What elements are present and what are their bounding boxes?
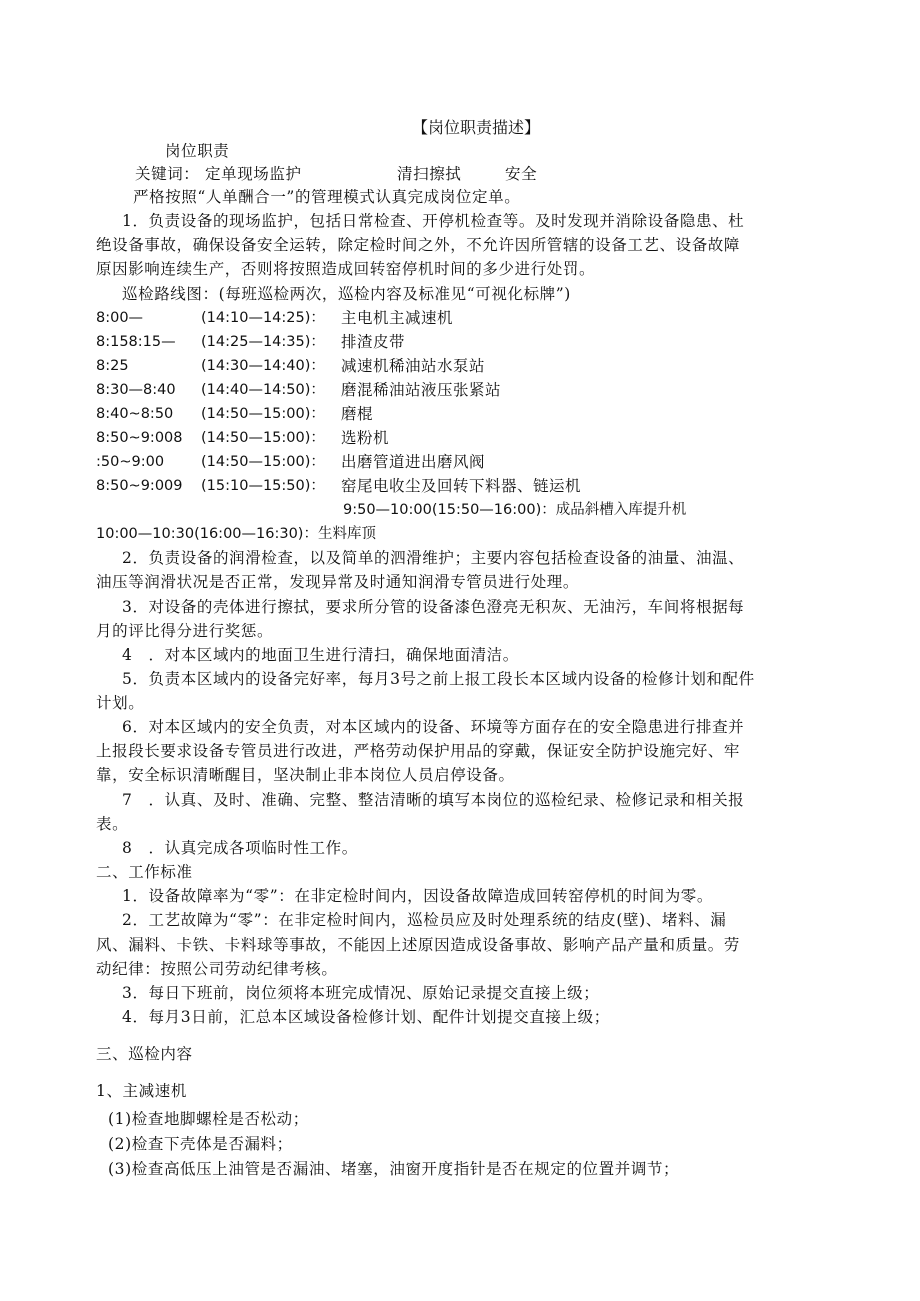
route-time-1: :50~9:00: [96, 454, 165, 470]
item-1-line-3: 原因影响连续生产，否则将按照造成回转窑停机时间的多少进行处罚。: [96, 260, 596, 278]
item-5-line-2: 计划。: [96, 694, 145, 712]
intro-paragraph: 严格按照“人单酬合一”的管理模式认真完成岗位定单。: [133, 188, 521, 206]
route-time-2: (14:50—15:00)：: [201, 430, 325, 446]
section-subtitle: 岗位职责: [165, 142, 230, 160]
route-time-1: 8:158:15—: [96, 334, 176, 350]
keyword-3: 安全: [505, 165, 538, 183]
route-place: 磨混稀油站液压张紧站: [341, 381, 502, 399]
subsection-main-reducer: 1、主减速机: [96, 1082, 187, 1100]
check-item-1: (1)检查地脚螺栓是否松动；: [108, 1110, 309, 1128]
route-place: 磨棍: [341, 405, 374, 423]
standard-3: 3．每日下班前，岗位须将本班完成情况、原始记录提交直接上级；: [122, 984, 600, 1002]
item-3-line-1: 3．对设备的壳体进行擦拭，要求所分管的设备漆色澄亮无积灰、无油污，车间将根据每: [122, 598, 745, 616]
route-extra-1: 9:50—10:00(15:50—16:00)：成品斜槽入库提升机: [343, 502, 687, 518]
standard-4: 4．每月3日前，汇总本区域设备检修计划、配件计划提交直接上级；: [122, 1008, 610, 1026]
route-header: 巡检路线图：(每班巡检两次，巡检内容及标准见“可视化标牌”): [122, 285, 571, 303]
route-place: 窑尾电收尘及回转下料器、链运机: [341, 477, 582, 495]
route-time-1: 8:30—8:40: [96, 382, 176, 398]
keyword-1: 定单现场监护: [205, 165, 302, 183]
keywords-label: 关键词：: [135, 165, 200, 183]
route-time-1: 8:40~8:50: [96, 406, 174, 422]
document-title: 【岗位职责描述】: [411, 118, 540, 137]
route-time-1: 8:50~9:008: [96, 430, 183, 446]
standard-2-line-3: 动纪律：按照公司劳动纪律考核。: [96, 960, 338, 978]
route-place: 选粉机: [341, 429, 390, 447]
route-place: 主电机主减速机: [341, 309, 454, 327]
route-row: [96, 355, 796, 377]
route-time-2: (15:10—15:50)：: [201, 478, 325, 494]
item-7-line-2: 表。: [96, 815, 129, 833]
item-6-line-2: 上报段长要求设备专管员进行改进，严格劳动保护用品的穿戴，保证安全防护设施完好、牢: [96, 742, 741, 760]
item-2-line-2: 油压等润滑状况是否正常，发现异常及时通知润滑专管员进行处理。: [96, 573, 580, 591]
route-place: 减速机稀油站水泵站: [341, 357, 486, 375]
check-item-3: (3)检查高低压上油管是否漏油、堵塞，油窗开度指针是否在规定的位置并调节；: [108, 1160, 680, 1178]
item-3-line-2: 月的评比得分进行奖惩。: [96, 622, 274, 640]
item-6-line-3: 靠，安全标识清晰醒目，坚决制止非本岗位人员启停设备。: [96, 766, 515, 784]
route-place: 出磨管道进出磨风阀: [341, 453, 486, 471]
route-time-2: (14:50—15:00)：: [201, 406, 325, 422]
route-row: [96, 427, 796, 449]
route-time-2: (14:30—14:40)：: [201, 358, 325, 374]
section-3-title: 三、巡检内容: [96, 1045, 193, 1063]
route-row: [96, 403, 796, 425]
item-1-line-2: 绝设备事故，确保设备安全运转，除定检时间之外，不允许因所管辖的设备工艺、设备故障: [96, 236, 741, 254]
item-1-line-1: 1．负责设备的现场监护，包括日常检查、开停机检查等。及时发现并消除设备隐患、杜: [122, 212, 745, 230]
route-extra-2: 10:00—10:30(16:00—16:30)：生料库顶: [96, 526, 376, 542]
route-row: [96, 331, 796, 353]
check-item-2: (2)检查下壳体是否漏料；: [108, 1135, 293, 1153]
route-row: [96, 307, 796, 329]
route-row: [96, 475, 796, 497]
route-time-2: (14:10—14:25)：: [201, 310, 325, 326]
route-time-1: 8:50~9:009: [96, 478, 183, 494]
route-row: [96, 379, 796, 401]
keyword-2: 清扫擦拭: [397, 165, 462, 183]
item-7-line-1: 7 ．认真、及时、准确、完整、整洁清晰的填写本岗位的巡检纪录、检修记录和相关报: [122, 791, 745, 809]
item-2-line-1: 2．负责设备的润滑检查，以及简单的泗滑维护；主要内容包括检查设备的油量、油温、: [122, 549, 745, 567]
standard-1: 1．设备故障率为“零”：在非定检时间内，因设备故障造成回转窑停机的时间为零。: [122, 887, 714, 905]
route-place: 排渣皮带: [341, 333, 406, 351]
item-8: 8 ．认真完成各项临时性工作。: [122, 839, 358, 857]
item-4: 4 ．对本区域内的地面卫生进行清扫，确保地面清洁。: [122, 646, 519, 664]
standard-2-line-2: 风、漏料、卡铁、卡料球等事故，不能因上述原因造成设备事故、影响产品产量和质量。劳: [96, 936, 741, 954]
item-6-line-1: 6．对本区域内的安全负责，对本区域内的设备、环境等方面存在的安全隐患进行排查并: [122, 718, 745, 736]
route-row: [96, 451, 796, 473]
item-5-line-1: 5．负责本区域内的设备完好率，每月3号之前上报工段长本区域内设备的检修计划和配件: [122, 670, 755, 688]
standard-2-line-1: 2．工艺故障为“零”：在非定检时间内，巡检员应及时处理系统的结皮(壁)、堵料、漏: [122, 911, 727, 929]
route-time-1: 8:25: [96, 358, 129, 374]
route-time-2: (14:40—14:50)：: [201, 382, 325, 398]
route-time-2: (14:50—15:00)：: [201, 454, 325, 470]
section-2-title: 二、工作标准: [96, 863, 193, 881]
route-time-1: 8:00—: [96, 310, 144, 326]
route-time-2: (14:25—14:35)：: [201, 334, 325, 350]
